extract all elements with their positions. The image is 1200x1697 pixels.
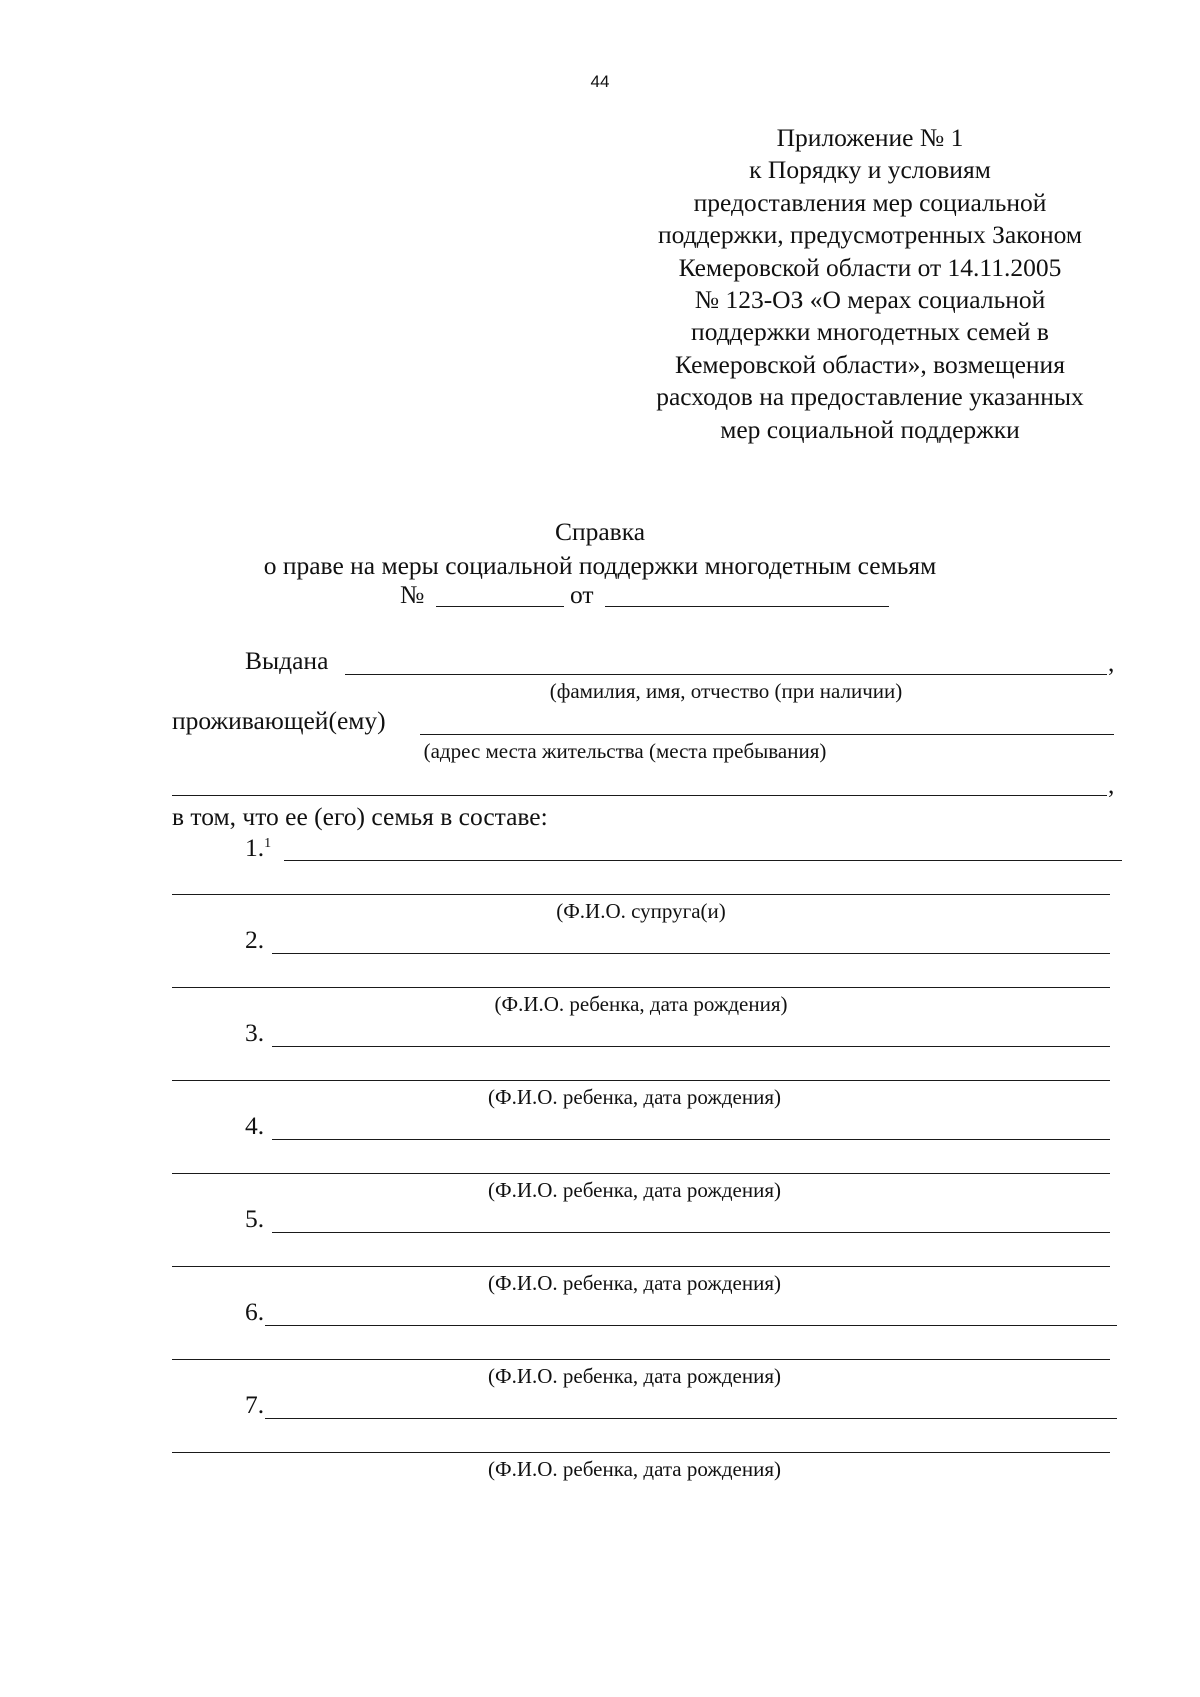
member-number: 3. (245, 1018, 265, 1047)
appendix-line: Кемеровской области от 14.11.2005 (678, 252, 1062, 282)
issued-comma: , (1108, 648, 1115, 677)
appendix-header (620, 122, 1120, 446)
member-field[interactable] (272, 953, 1110, 954)
member-caption: (Ф.И.О. ребенка, дата рождения) (494, 992, 788, 1016)
member-caption: (Ф.И.О. ребенка, дата рождения) (488, 1085, 781, 1109)
issued-name-field[interactable] (345, 674, 1107, 675)
address-field-2[interactable] (172, 795, 1107, 796)
member-field[interactable] (272, 1139, 1110, 1140)
appendix-line: Приложение № 1 (776, 123, 964, 152)
document-title (0, 515, 1200, 583)
appendix-line: к Порядку и условиям (749, 155, 991, 185)
member-caption: (Ф.И.О. ребенка, дата рождения) (488, 1271, 781, 1295)
member-field-2[interactable] (172, 1359, 1110, 1360)
from-label: от (570, 580, 594, 609)
address-field[interactable] (420, 734, 1114, 735)
member-caption: (Ф.И.О. супруга(и) (556, 899, 726, 923)
member-number: 6. (245, 1297, 265, 1326)
subtitle: о праве на меры социальной поддержки многодетным семьям (263, 551, 937, 580)
member-number: 5. (245, 1204, 265, 1233)
member-field-2[interactable] (172, 1173, 1110, 1174)
issued-caption: (фамилия, имя, отчество (при наличии) (549, 679, 903, 703)
appendix-line: поддержки многодетных семей в (691, 317, 1049, 347)
address-caption: (адрес места жительства (места пребывания) (423, 739, 827, 763)
member-field-2[interactable] (172, 987, 1110, 988)
member-field[interactable] (284, 860, 1122, 861)
member-field[interactable] (272, 1232, 1110, 1233)
member-field-2[interactable] (172, 894, 1110, 895)
member-field-2[interactable] (172, 1452, 1110, 1453)
appendix-line: поддержки, предусмотренных Законом (657, 220, 1083, 250)
appendix-line: № 123-ОЗ «О мерах социальной (694, 285, 1046, 315)
member-number: 4. (245, 1111, 265, 1140)
footnote-mark: 1 (264, 836, 272, 851)
member-field[interactable] (265, 1418, 1117, 1419)
number-field[interactable] (436, 606, 564, 607)
page-number: 44 (590, 72, 610, 91)
member-field-2[interactable] (172, 1266, 1110, 1267)
member-field[interactable] (272, 1046, 1110, 1047)
residing-label: проживающей(ему) (172, 706, 386, 735)
number-label: № (400, 580, 425, 609)
member-field-2[interactable] (172, 1080, 1110, 1081)
date-field[interactable] (605, 606, 889, 607)
appendix-line: расходов на предоставление указанных (656, 382, 1084, 412)
member-number: 2. (245, 925, 265, 954)
member-caption: (Ф.И.О. ребенка, дата рождения) (488, 1178, 781, 1202)
issued-label: Выдана (245, 646, 329, 675)
appendix-line: мер социальной поддержки (720, 414, 1020, 444)
member-field[interactable] (265, 1325, 1117, 1326)
appendix-line: Кемеровской области», возмещения (675, 349, 1065, 379)
member-number: 1.$^1$ (245, 833, 272, 862)
appendix-line: предоставления мер социальной (693, 187, 1047, 217)
member-number: 7. (245, 1390, 265, 1419)
member-caption: (Ф.И.О. ребенка, дата рождения) (488, 1364, 781, 1388)
family-label: в том, что ее (его) семья в составе: (172, 802, 548, 831)
title: Справка (554, 517, 646, 546)
address-comma: , (1108, 770, 1115, 799)
member-caption: (Ф.И.О. ребенка, дата рождения) (488, 1457, 781, 1481)
